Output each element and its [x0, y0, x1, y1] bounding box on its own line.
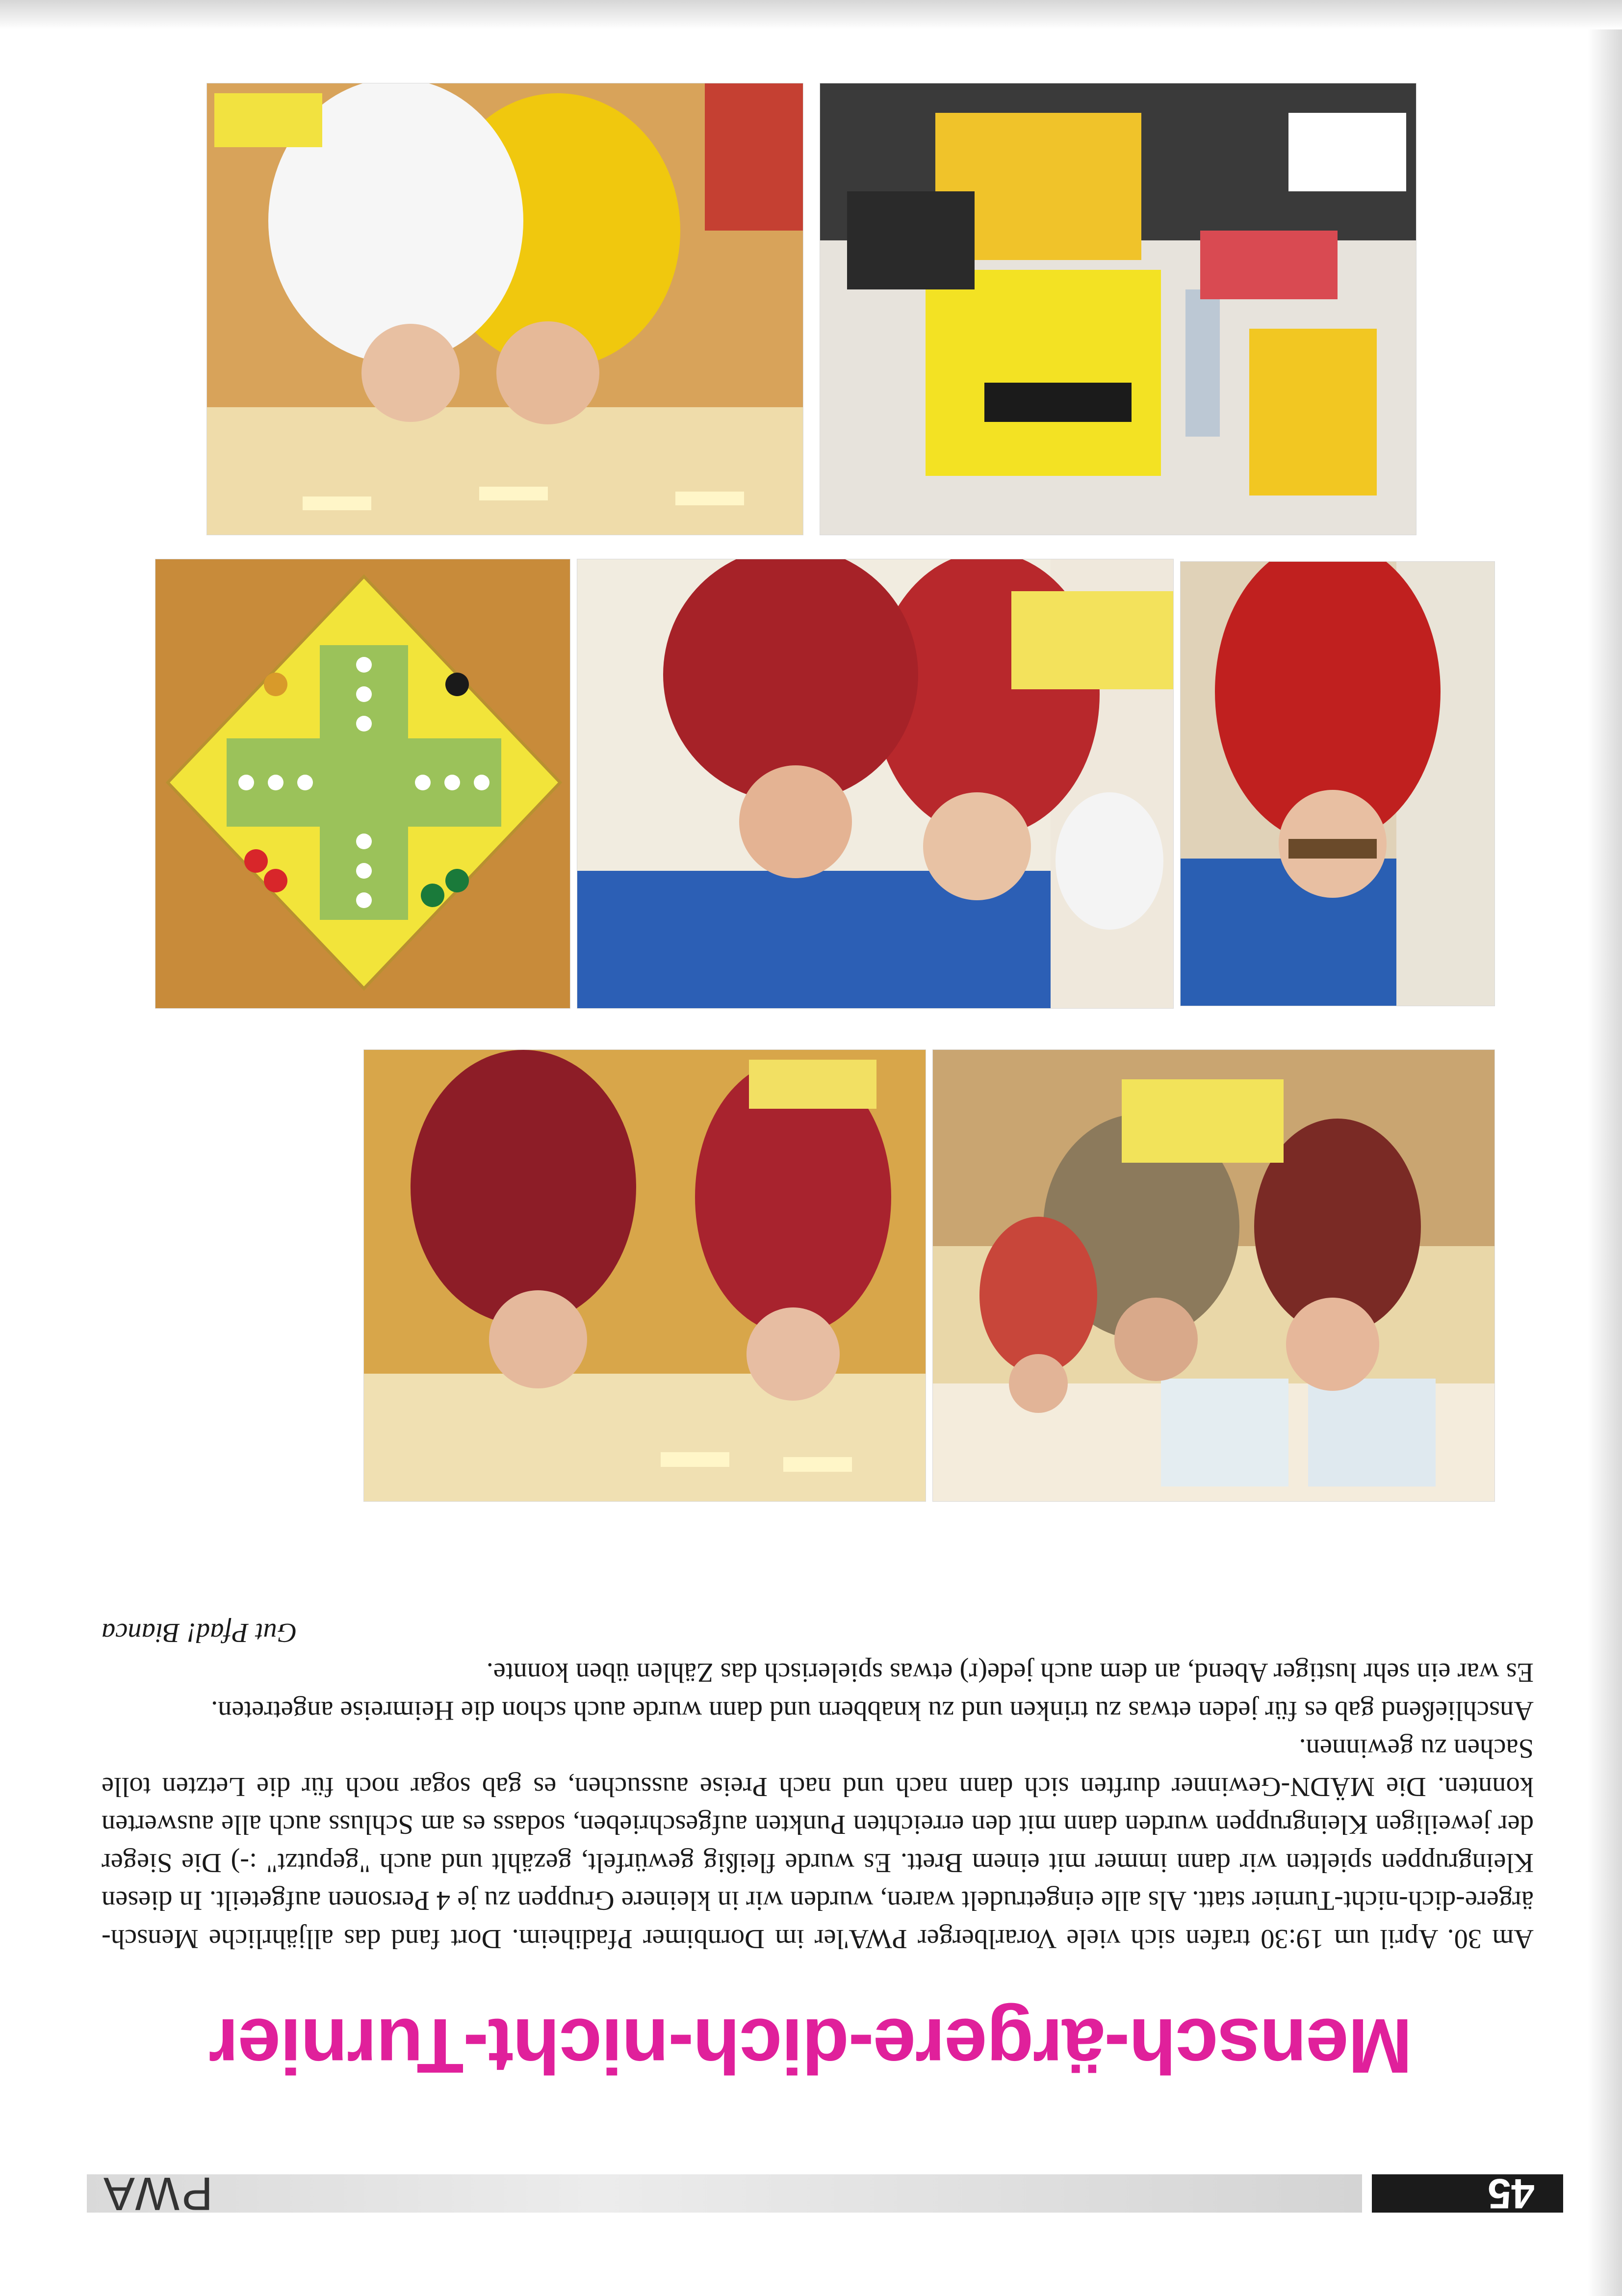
photo-group-laughing — [577, 559, 1173, 1008]
paragraph: Anschließend gab es für jeden etwas zu trinken und zu knabbern und dann wurde auch schon die Heimreise angetreten. — [211, 1696, 1534, 1726]
photo-two-girls — [207, 83, 803, 535]
paragraph: Es war ein sehr lustiger Abend, an dem auch jede(r) etwas spielerisch das Zählen üben konnte. — [486, 1657, 1534, 1688]
section-brand: PWA — [102, 2167, 213, 2220]
photo-game-board — [155, 559, 570, 1008]
article-title: Mensch-ärgere-dich-nicht-Turnier — [209, 2003, 1413, 2089]
header-band — [87, 2174, 1362, 2213]
page-number: 45 — [1372, 2174, 1563, 2213]
page-header — [87, 2167, 1563, 2220]
article-body — [102, 1614, 1534, 1958]
signature: Gut Pfad! Bianca — [102, 1618, 297, 1648]
photo-woman-red — [1181, 562, 1494, 1006]
photo-players-table — [933, 1050, 1494, 1501]
paragraph: Am 30. April um 19:30 trafen sich viele Vorarlberger PWA'ler im Dornbimer Pfadiheim. Dort fand das alljährliche Mensch-ärgere-dich-nicht-Turnier statt. Als alle eingetrudelt waren, wurden wir in kleinere Gruppen zu je 4 Personen aufgeteilt. In diesen Kleingruppen spielten wir dann immer mit einem Brett. Es wurde fleißig gewürfelt, gezählt und auch "geputzt" :-) Die Sieger der jeweiligen Kleingruppen wurden dann mit den erreichten Punkten aufgeschrieben, sodass es am Schluss auch alle auswerten konnten. Die MÄDN-Gewinner durften sich dann nach und nach Preise aussuchen, es gab sogar noch für die Letzten tolle Sachen zu gewinnen. — [102, 1733, 1534, 1954]
photo-two-men — [364, 1050, 926, 1501]
binding-shadow — [1588, 0, 1622, 2296]
bottom-shadow — [0, 0, 1622, 29]
photo-prizes-table — [820, 83, 1416, 535]
